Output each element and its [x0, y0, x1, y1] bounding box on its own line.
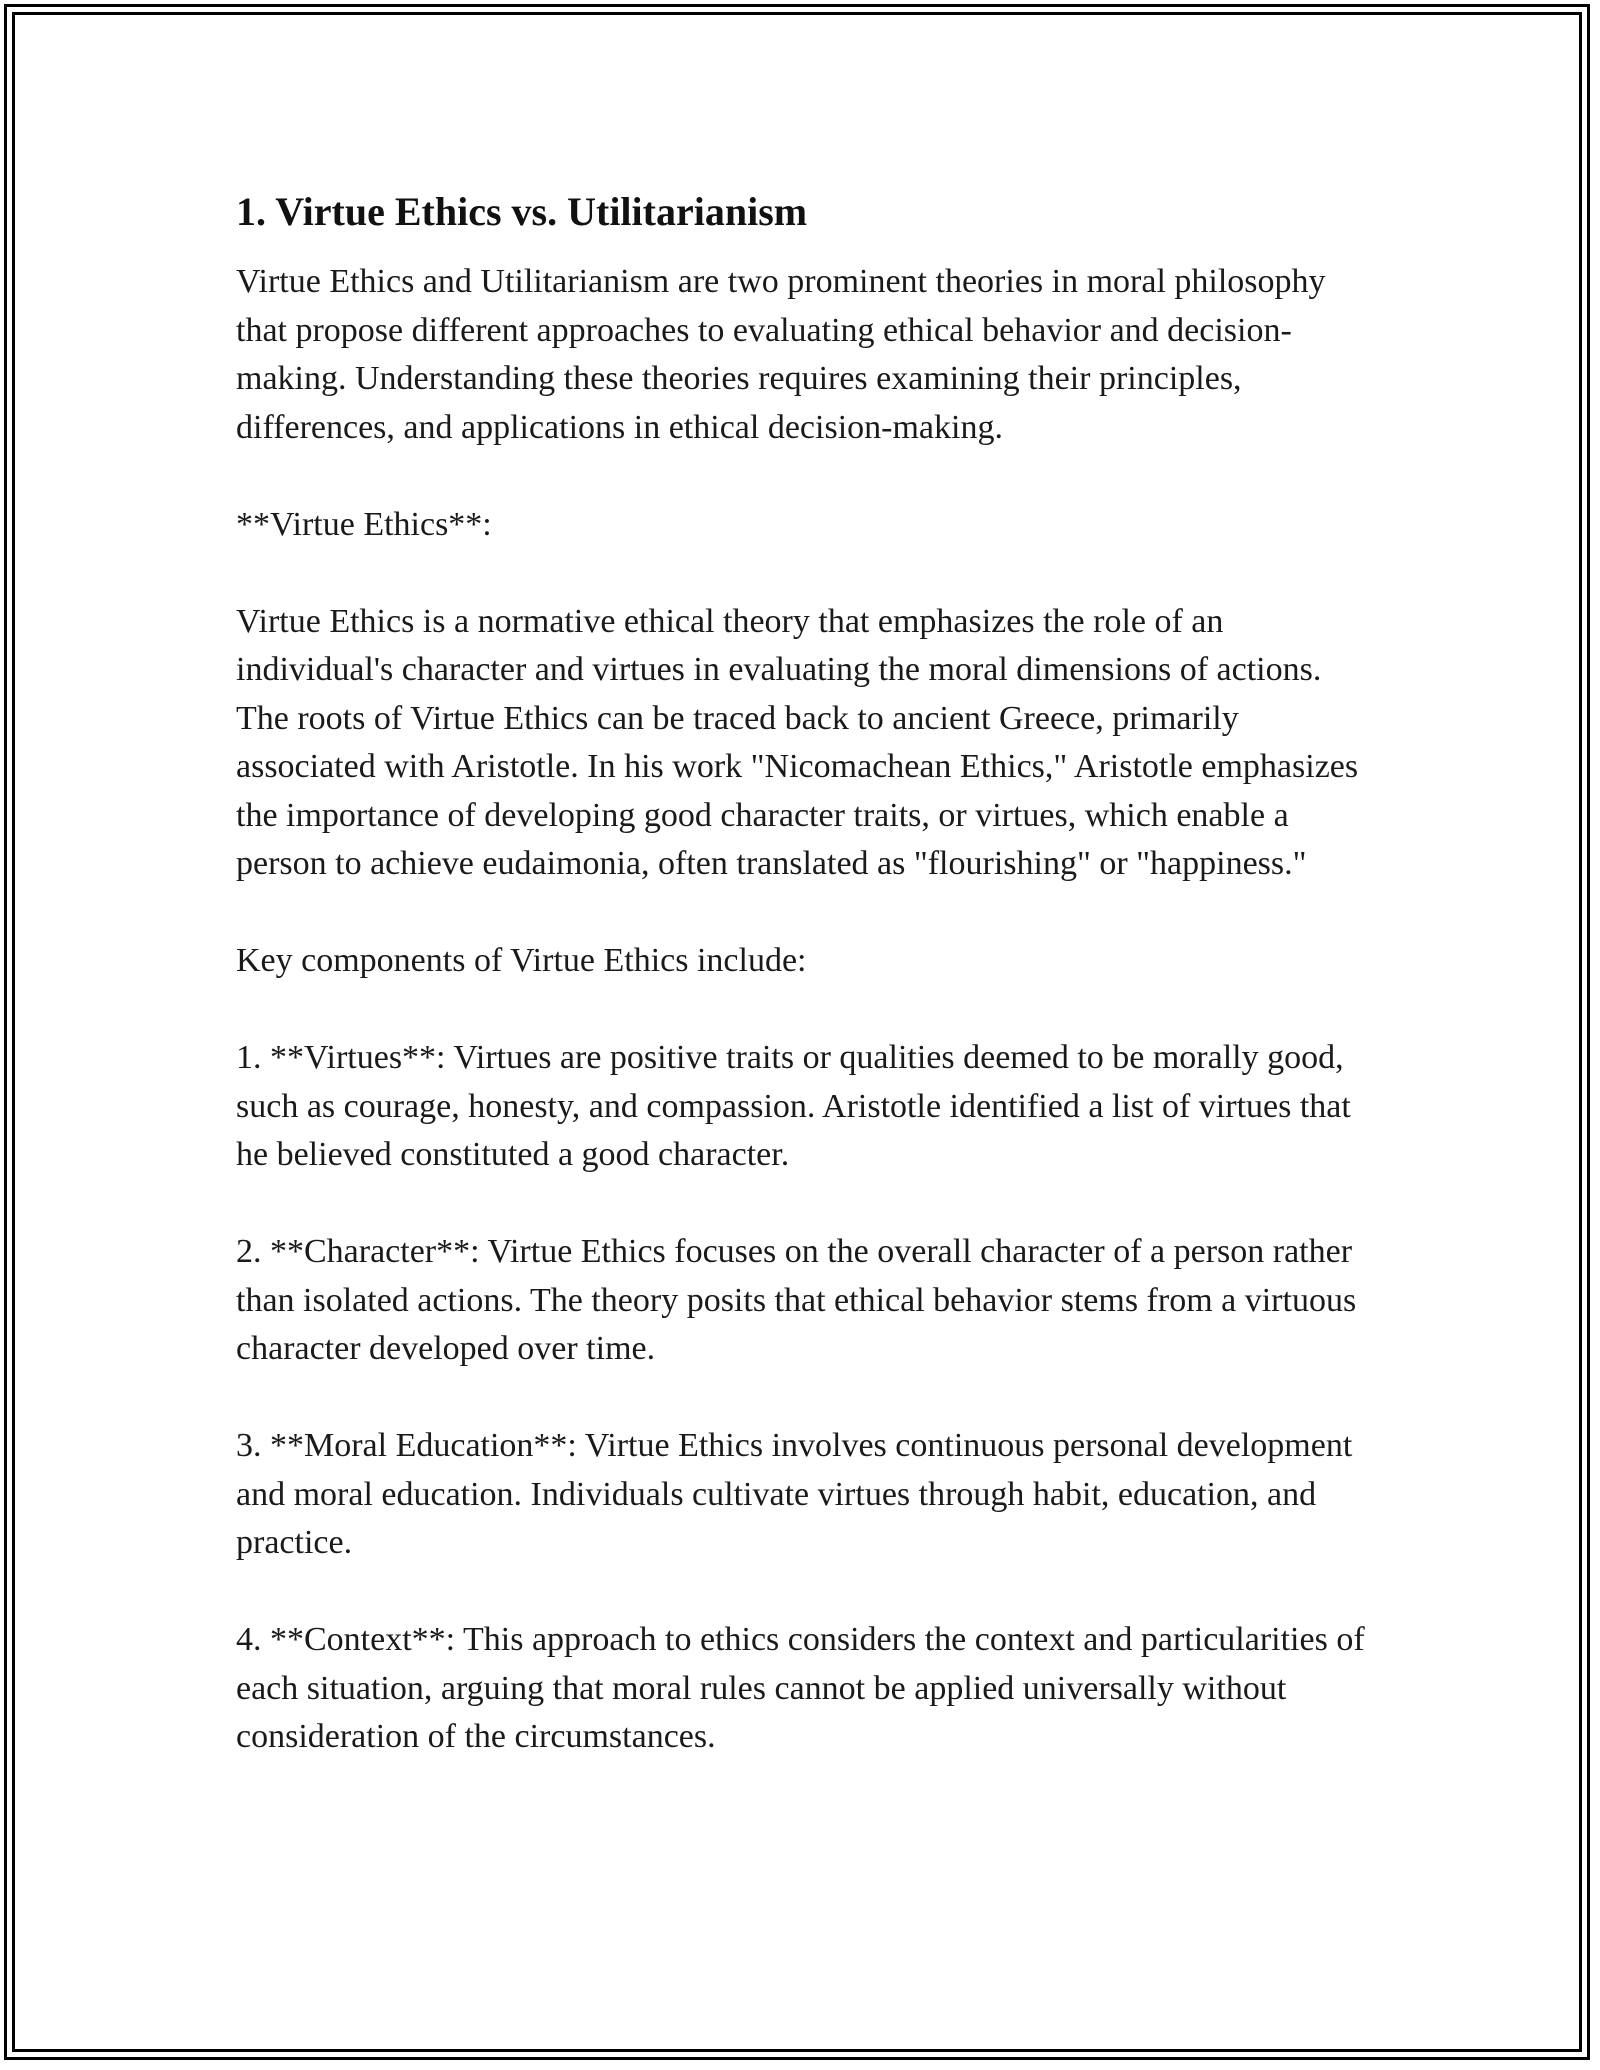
list-item-virtues: 1. **Virtues**: Virtues are positive traits or qualities deemed to be morally good, such as courage, honesty, and compassion. Aristotle identified a list of virtues that he believed constituted a good character.	[236, 1039, 1351, 1173]
list-item-context: 4. **Context**: This approach to ethics considers the context and particularities of each situation, arguing that moral rules cannot be applied universally without consideration of the circumstances.	[236, 1621, 1365, 1755]
list-item-moral-education: 3. **Moral Education**: Virtue Ethics involves continuous personal development and moral education. Individuals cultivate virtues through habit, education, and practice.	[236, 1427, 1353, 1561]
section-heading: 1. Virtue Ethics vs. Utilitarianism	[236, 189, 808, 234]
document-body	[236, 186, 1376, 1810]
virtue-ethics-subheading: **Virtue Ethics**:	[236, 505, 492, 543]
key-components-intro: Key components of Virtue Ethics include:	[236, 942, 807, 979]
list-item-character: 2. **Character**: Virtue Ethics focuses on the overall character of a person rather than isolated actions. The theory posits that ethical behavior stems from a virtuous character developed over time.	[236, 1233, 1357, 1367]
virtue-ethics-paragraph: Virtue Ethics is a normative ethical theory that emphasizes the role of an individual's character and virtues in evaluating the moral dimensions of actions. The roots of Virtue Ethics can be traced back to ancient Greece, primarily associated with Aristotle. In his work "Nicomachean Ethics," Aristotle emphasizes the importance of developing good character traits, or virtues, which enable a person to achieve eudaimonia, often translated as "flourishing" or "happiness."	[236, 602, 1359, 882]
intro-paragraph: Virtue Ethics and Utilitarianism are two prominent theories in moral philosophy that propose different approaches to evaluating ethical behavior and decision-making. Understanding these theories requires examining their principles, differences, and applications in ethical decision-making.	[236, 263, 1326, 446]
